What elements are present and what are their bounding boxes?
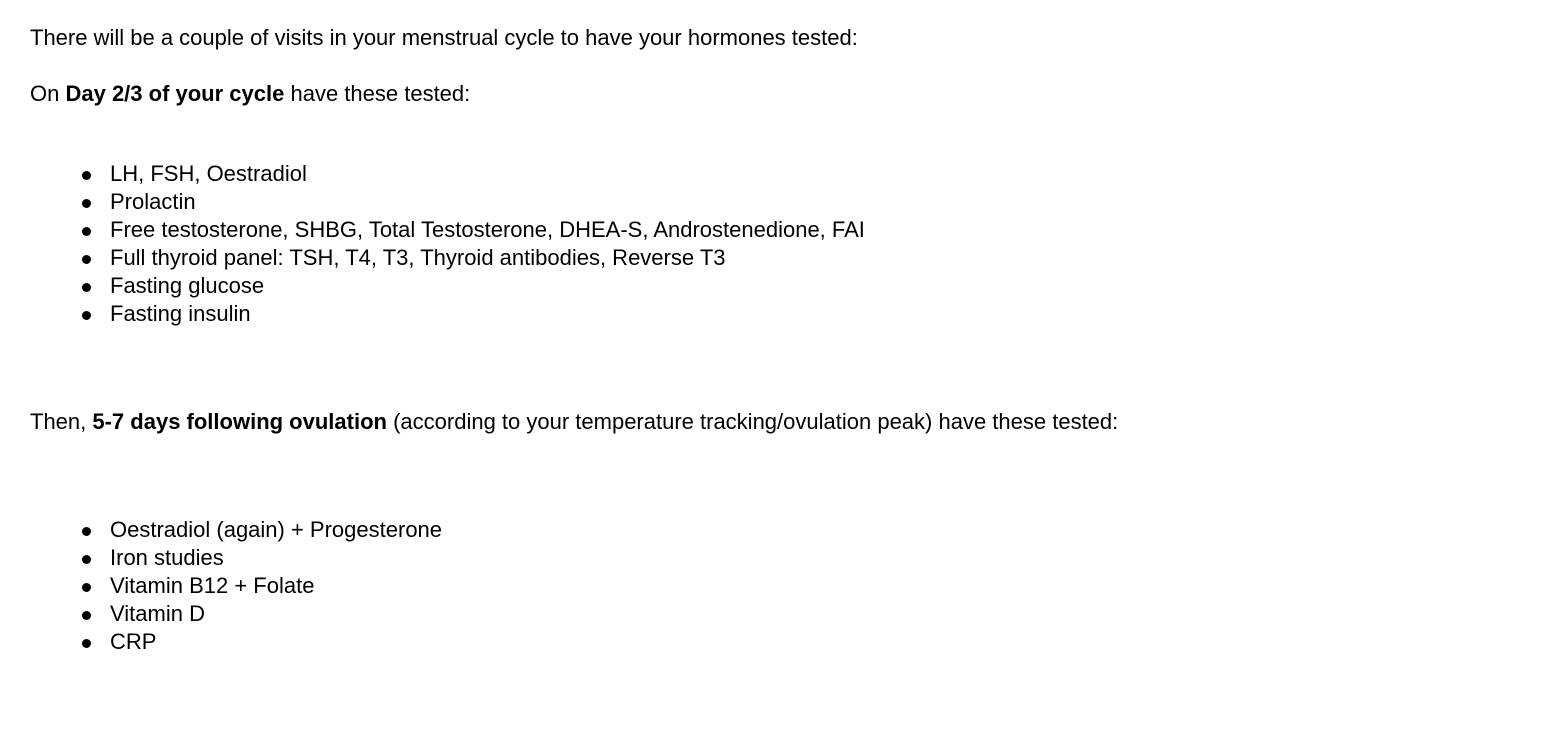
bullet-icon <box>82 255 91 264</box>
post-ovulation-test-list <box>30 516 442 656</box>
intro-paragraph: There will be a couple of visits in your menstrual cycle to have your hormones tested: <box>30 25 858 50</box>
bullet-icon <box>82 283 91 292</box>
day-2-3-test-list <box>30 160 865 328</box>
day-heading-suffix: have these tested: <box>284 81 471 106</box>
bullet-icon <box>82 311 91 320</box>
bullet-icon <box>82 527 91 536</box>
list-item <box>30 572 442 600</box>
ovulation-heading-emphasis: 5-7 days following ovulation <box>92 409 387 434</box>
list-item <box>30 272 865 300</box>
list-item-label: Oestradiol (again) + Progesterone <box>110 517 443 542</box>
bullet-icon <box>82 171 91 180</box>
list-item <box>30 544 442 572</box>
list-item <box>30 244 865 272</box>
list-item-label: Fasting insulin <box>110 301 251 326</box>
list-item-label: LH, FSH, Oestradiol <box>110 161 307 186</box>
list-item <box>30 628 442 656</box>
list-item <box>30 600 442 628</box>
ovulation-heading-suffix: (according to your temperature tracking/ovulation peak) have these tested: <box>386 409 1119 434</box>
bullet-icon <box>82 583 91 592</box>
list-item <box>30 216 865 244</box>
list-item-label: Fasting glucose <box>110 273 265 298</box>
ovulation-heading-prefix: Then, <box>30 409 93 434</box>
list-item <box>30 516 442 544</box>
bullet-icon <box>82 639 91 648</box>
bullet-icon <box>82 227 91 236</box>
day-heading-prefix: On <box>30 81 66 106</box>
bullet-icon <box>82 611 91 620</box>
day-2-3-heading <box>30 80 470 108</box>
list-item-label: Iron studies <box>110 545 224 570</box>
list-item <box>30 160 865 188</box>
bullet-icon <box>82 199 91 208</box>
list-item-label: CRP <box>110 629 157 654</box>
ovulation-heading <box>30 408 1118 436</box>
list-item-label: Vitamin B12 + Folate <box>110 573 315 598</box>
list-item-label: Prolactin <box>110 189 196 214</box>
day-heading-emphasis: Day 2/3 of your cycle <box>65 81 285 106</box>
list-item <box>30 300 865 328</box>
list-item-label: Full thyroid panel: TSH, T4, T3, Thyroid antibodies, Reverse T3 <box>110 245 726 270</box>
list-item-label: Free testosterone, SHBG, Total Testosterone, DHEA-S, Androstenedione, FAI <box>110 217 865 242</box>
list-item <box>30 188 865 216</box>
list-item-label: Vitamin D <box>110 601 205 626</box>
bullet-icon <box>82 555 91 564</box>
